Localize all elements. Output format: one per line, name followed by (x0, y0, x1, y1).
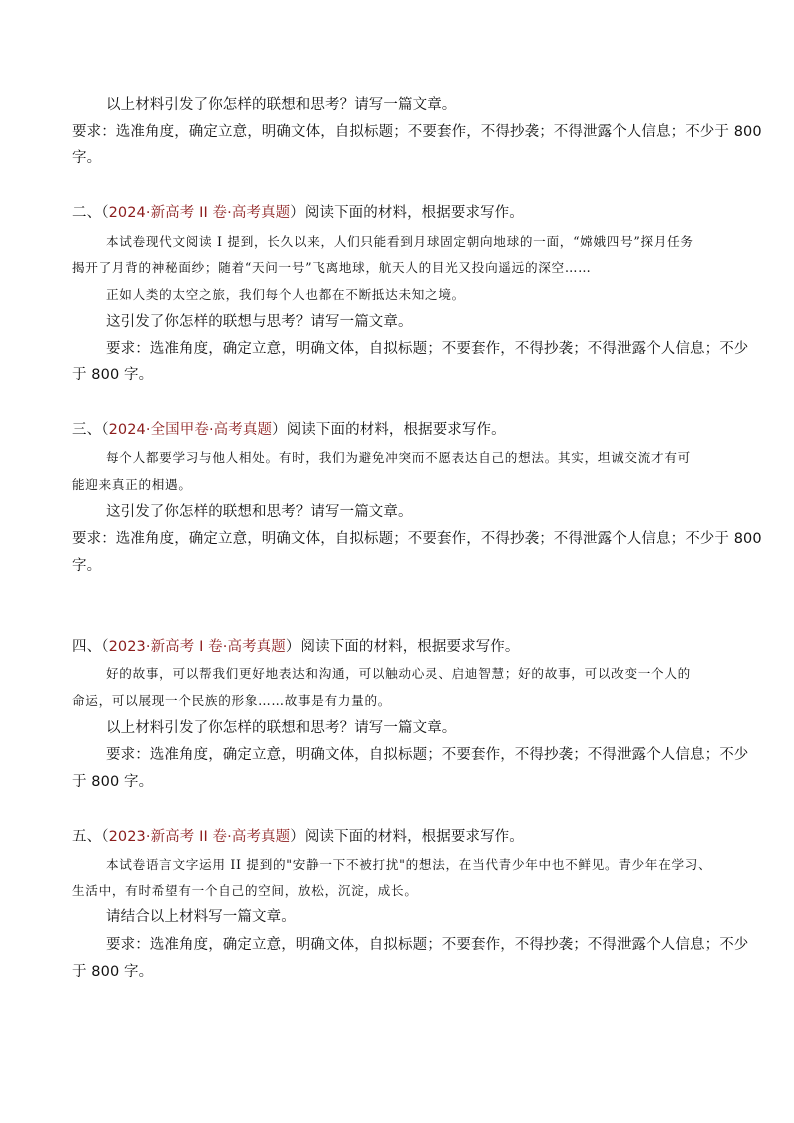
question-number: 二、（ (72, 205, 109, 221)
question-instruction: ）阅读下面的材料，根据要求写作。 (290, 205, 524, 221)
material-text: 本试卷语言文字运用 II 提到的"安静一下不被打扰"的想法，在当代青少年中也不鲜见。青少年在学习、 (106, 857, 712, 872)
question-instruction: ）阅读下面的材料，根据要求写作。 (290, 829, 524, 845)
requirements-line: 于 800 字。 (72, 367, 154, 383)
material-text: 每个人都要学习与他人相处。有时，我们为避免冲突而不愿表达自己的想法。其实，坦诚交流才有可 (106, 450, 691, 465)
requirements-line: 要求：选准角度，确定立意，明确文体，自拟标题；不要套作，不得抄袭；不得泄露个人信息；不少 (106, 341, 749, 357)
question-source: 2024·全国甲卷·高考真题 (108, 422, 273, 438)
material-text: 能迎来真正的相遇。 (72, 477, 192, 492)
writing-prompt: 这引发了你怎样的联想和思考？请写一篇文章。 (106, 504, 413, 520)
material-text: 命运，可以展现一个民族的形象……故事是有力量的。 (72, 693, 392, 708)
requirements-line: 要求：选准角度，确定立意，明确文体，自拟标题；不要套作，不得抄袭；不得泄露个人信息；不少 (106, 747, 749, 763)
question-heading (72, 637, 520, 657)
question-instruction: ）阅读下面的材料，根据要求写作。 (285, 639, 520, 655)
question-heading (72, 203, 524, 223)
requirements-line: 字。 (72, 150, 102, 166)
material-text: 揭开了月背的神秘面纱；随着“天问一号”飞离地球，航天人的目光又投向遥远的深空…… (72, 260, 592, 275)
question-number: 五、（ (72, 829, 109, 845)
requirements-line: 于 800 字。 (72, 774, 154, 790)
question-source: 2023·新高考 I 卷·高考真题 (108, 639, 286, 655)
question-source: 2023·新高考 II 卷·高考真题 (108, 829, 291, 845)
requirements-line: 要求：选准角度，确定立意，明确文体，自拟标题；不要套作，不得抄袭；不得泄露个人信息；不少 (106, 937, 749, 953)
material-text: 好的故事，可以帮我们更好地表达和沟通，可以触动心灵、启迪智慧；好的故事，可以改变一个人的 (106, 666, 691, 681)
question-heading (72, 420, 506, 440)
material-text: 正如人类的太空之旅，我们每个人也都在不断抵达未知之境。 (106, 287, 465, 302)
material-text: 生活中，有时希望有一个自己的空间，放松，沉淀，成长。 (72, 883, 418, 898)
question-number: 三、（ (72, 422, 109, 438)
writing-prompt: 以上材料引发了你怎样的联想和思考？请写一篇文章。 (106, 720, 457, 736)
question-instruction: ）阅读下面的材料，根据要求写作。 (272, 422, 506, 438)
material-text: 本试卷现代文阅读 I 提到，长久以来，人们只能看到月球固定朝向地球的一面，“嫦娥四号”探月任务 (106, 234, 694, 249)
question-source: 2024·新高考 II 卷·高考真题 (108, 205, 291, 221)
requirements-line: 要求：选准角度，确定立意，明确文体，自拟标题；不要套作，不得抄袭；不得泄露个人信息；不少于 800 (72, 531, 762, 547)
requirements-line: 字。 (72, 558, 102, 574)
question-heading (72, 827, 524, 847)
requirements-line: 要求：选准角度，确定立意，明确文体，自拟标题；不要套作，不得抄袭；不得泄露个人信息；不少于 800 (72, 124, 762, 140)
writing-prompt: 请结合以上材料写一篇文章。 (106, 909, 296, 925)
writing-prompt: 以上材料引发了你怎样的联想和思考？请写一篇文章。 (106, 97, 457, 113)
question-number: 四、（ (72, 639, 109, 655)
requirements-line: 于 800 字。 (72, 964, 154, 980)
writing-prompt: 这引发了你怎样的联想与思考？请写一篇文章。 (106, 314, 413, 330)
